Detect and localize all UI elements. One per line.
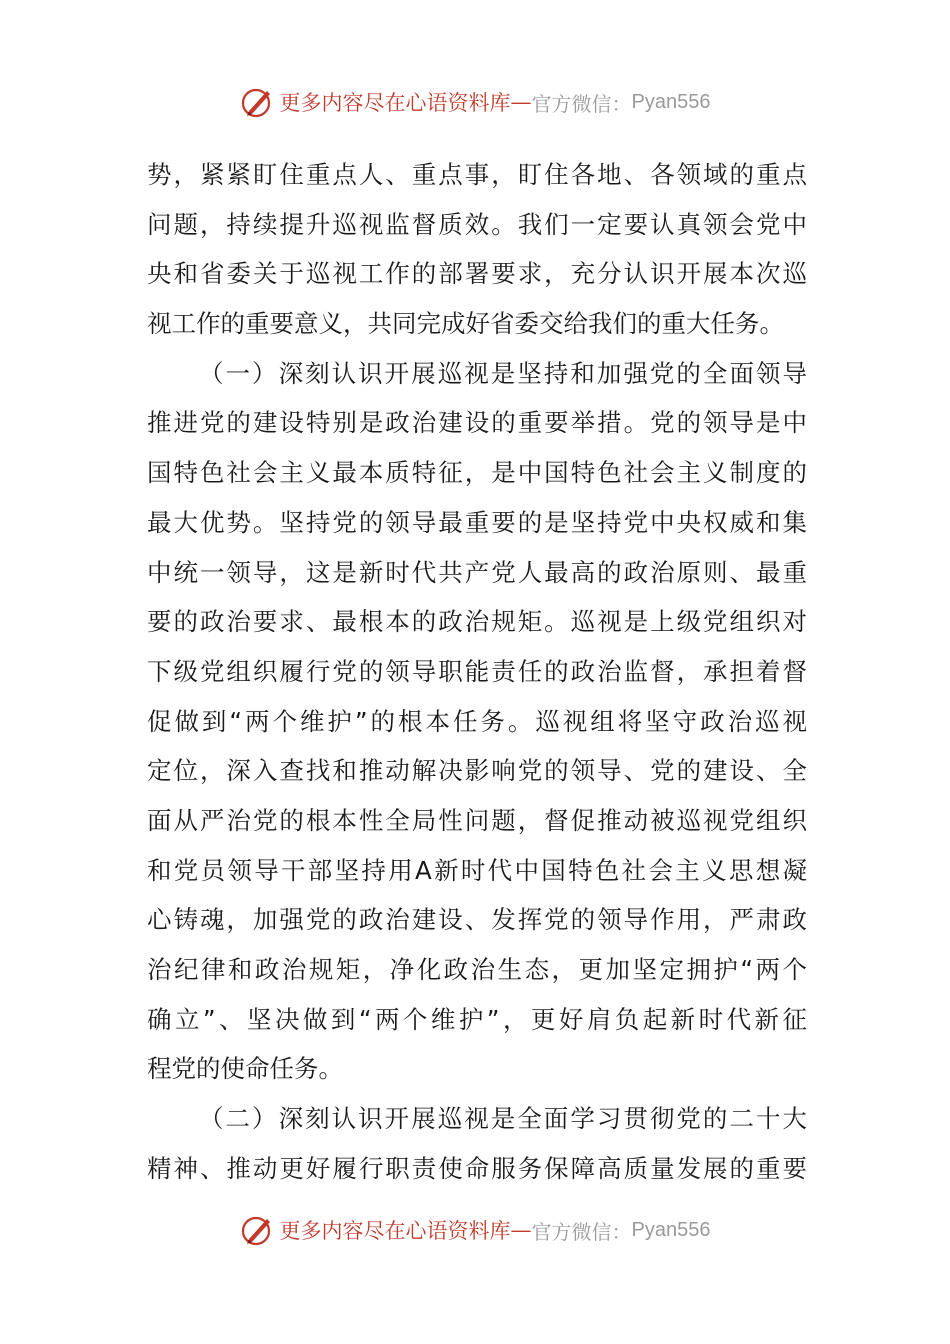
pen-logo-icon [240, 84, 276, 120]
paragraph-heading-2: （二）深刻认识开展巡视是全面学习贯彻党的二十大 [199, 1104, 807, 1134]
text-line: 面从严治党的根本性全局性问题，督促推动被巡视党组织 [147, 805, 807, 835]
text-line: 中统一领导，这是新时代共产党人最高的政治原则、最重 [147, 557, 807, 587]
text-line: 精神、推动更好履行职责使命服务保障高质量发展的重要 [147, 1153, 807, 1183]
header-wechat-id: Pyan556 [631, 90, 711, 113]
text-line: 势，紧紧盯住重点人、重点事，盯住各地、各领域的重点 [147, 160, 807, 189]
footer-wechat-label: 官方微信： [531, 1219, 632, 1244]
text-line: 最大优势。坚持党的领导最重要的是坚持党中央权威和集 [147, 507, 807, 537]
text-line: 治纪律和政治规矩，净化政治生态，更加坚定拥护“两个 [147, 955, 807, 984]
header-banner [0, 80, 950, 124]
footer-site-text: 更多内容尽在心语资料库 [279, 1219, 511, 1243]
footer-wechat-id: Pyan556 [631, 1218, 711, 1241]
header-wechat-label: 官方微信： [531, 91, 632, 116]
text-line: 推进党的建设特别是政治建设的重要举措。党的领导是中 [147, 408, 807, 438]
body-text [147, 150, 807, 1193]
text-line: 央和省委关于巡视工作的部署要求，充分认识开展本次巡 [147, 259, 807, 289]
footer-banner [0, 1208, 950, 1252]
footer-dash: — [510, 1218, 532, 1242]
header-dash: — [510, 90, 532, 114]
text-line: 要的政治要求、最根本的政治规矩。巡视是上级党组织对 [147, 607, 807, 637]
text-line: 和党员领导干部坚持用A新时代中国特色社会主义思想凝 [147, 855, 807, 885]
text-line: 国特色社会主义最本质特征，是中国特色社会主义制度的 [147, 458, 807, 488]
pen-logo-icon [240, 1212, 276, 1248]
text-line: 视工作的重要意义，共同完成好省委交给我们的重大任务。 [147, 309, 784, 339]
header-site-text: 更多内容尽在心语资料库 [279, 91, 511, 115]
text-line: 确立”、坚决做到“两个维护”，更好肩负起新时代新征 [147, 1004, 807, 1034]
text-line: 程党的使命任务。 [147, 1054, 343, 1084]
paragraph-heading-1: （一）深刻认识开展巡视是坚持和加强党的全面领导 [199, 358, 807, 388]
text-line: 问题，持续提升巡视监督质效。我们一定要认真领会党中 [147, 209, 807, 239]
text-line: 促做到“两个维护”的根本任务。巡视组将坚守政治巡视 [147, 706, 807, 736]
text-line: 心铸魂，加强党的政治建设、发挥党的领导作用，严肃政 [147, 905, 807, 935]
text-line: 定位，深入查找和推动解决影响党的领导、党的建设、全 [147, 756, 807, 786]
text-line: 下级党组织履行党的领导职能责任的政治监督，承担着督 [147, 656, 807, 686]
